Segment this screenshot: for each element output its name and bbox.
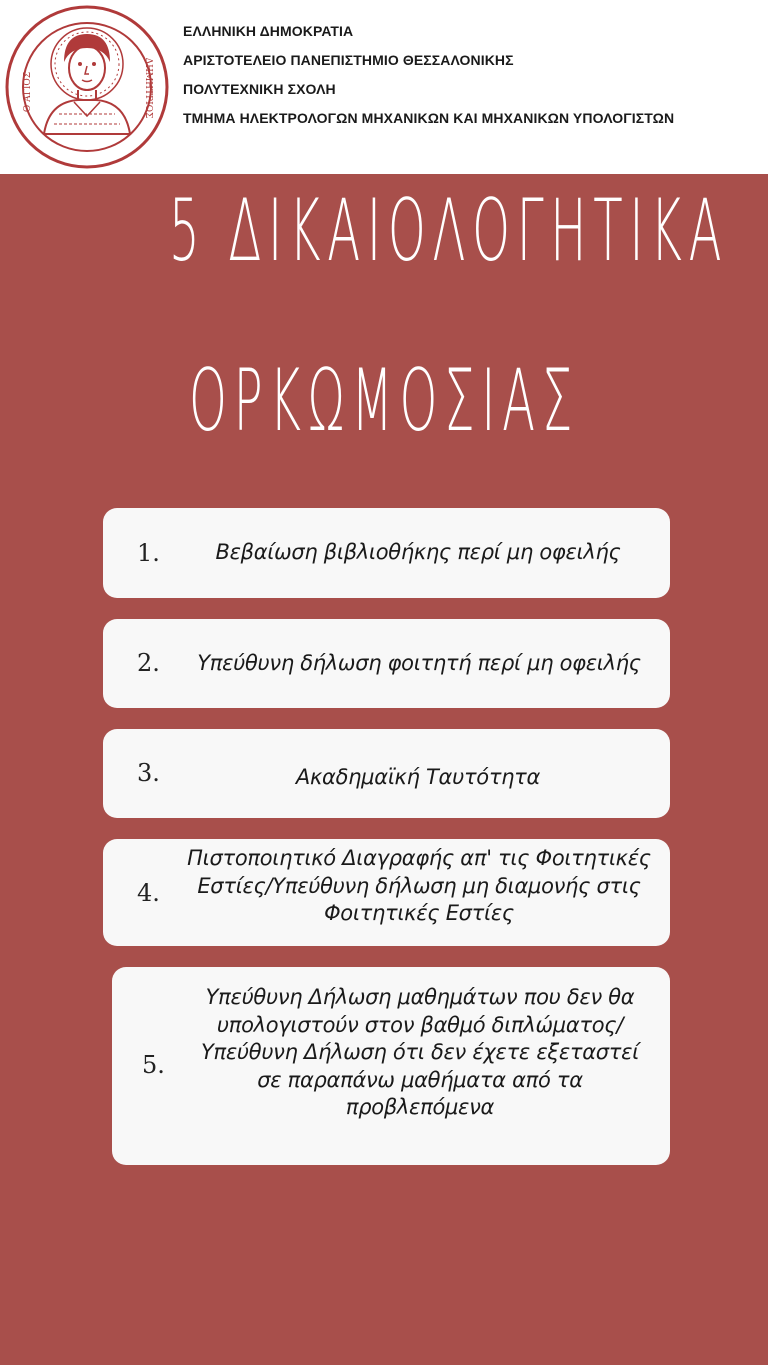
item-number: 5. xyxy=(142,1051,165,1079)
header xyxy=(0,0,768,174)
document-card-2 xyxy=(103,619,670,708)
document-card-4 xyxy=(103,839,670,946)
seal-legend-right: ΔΗΜΗΤΡΙΟΣ xyxy=(143,57,153,119)
document-card-5 xyxy=(112,967,670,1165)
page-title-line-2: ΟΡΚΩΜΟΣΙΑΣ xyxy=(188,351,580,451)
item-number: 1. xyxy=(137,539,160,567)
page-title-line-1: 5 ΔΙΚΑΙΟΛΟΓΗΤΙΚΑ xyxy=(168,181,729,281)
institution-line-school: ΠΟΛΥΤΕΧΝΙΚΗ ΣΧΟΛΗ xyxy=(183,81,336,97)
item-number: 4. xyxy=(137,879,160,907)
item-text: Βεβαίωση βιβλιοθήκης περί μη οφειλής xyxy=(215,540,621,564)
item-number: 3. xyxy=(137,759,160,787)
document-card-3 xyxy=(103,729,670,818)
seal-legend-left: Ο ΑΓΙΟΣ xyxy=(23,71,33,113)
item-text: Ακαδημαϊκή Ταυτότητα xyxy=(295,765,541,789)
item-text: Πιστοποιητικό Διαγραφής απ' τις Φοιτητικές Εστίες/Υπεύθυνη δήλωση μη διαμονής στις Φοιτητικές Εστίες xyxy=(187,846,651,925)
item-number: 2. xyxy=(137,649,160,677)
item-text: Υπεύθυνη δήλωση φοιτητή περί μη οφειλής xyxy=(197,651,641,675)
institution-line-university: ΑΡΙΣΤΟΤΕΛΕΙΟ ΠΑΝΕΠΙΣΤΗΜΙΟ ΘΕΣΣΑΛΟΝΙΚΗΣ xyxy=(183,52,514,68)
institution-line-country: ΕΛΛΗΝΙΚΗ ΔΗΜΟΚΡΑΤΙΑ xyxy=(183,23,354,39)
university-seal-logo xyxy=(4,4,170,170)
document-card-1 xyxy=(103,508,670,598)
institution-line-department: ΤΜΗΜΑ ΗΛΕΚΤΡΟΛΟΓΩΝ ΜΗΧΑΝΙΚΩΝ ΚΑΙ ΜΗΧΑΝΙΚΩΝ ΥΠΟΛΟΓΙΣΤΩΝ xyxy=(183,110,675,126)
item-text: Υπεύθυνη Δήλωση μαθημάτων που δεν θα υπολογιστούν στον βαθμό διπλώματος/ Υπεύθυνη Δήλωση ότι δεν έχετε εξεταστεί σε παραπάνω μαθήματα από τα προβλεπόμενα xyxy=(201,985,639,1119)
institution-lines xyxy=(183,21,674,137)
